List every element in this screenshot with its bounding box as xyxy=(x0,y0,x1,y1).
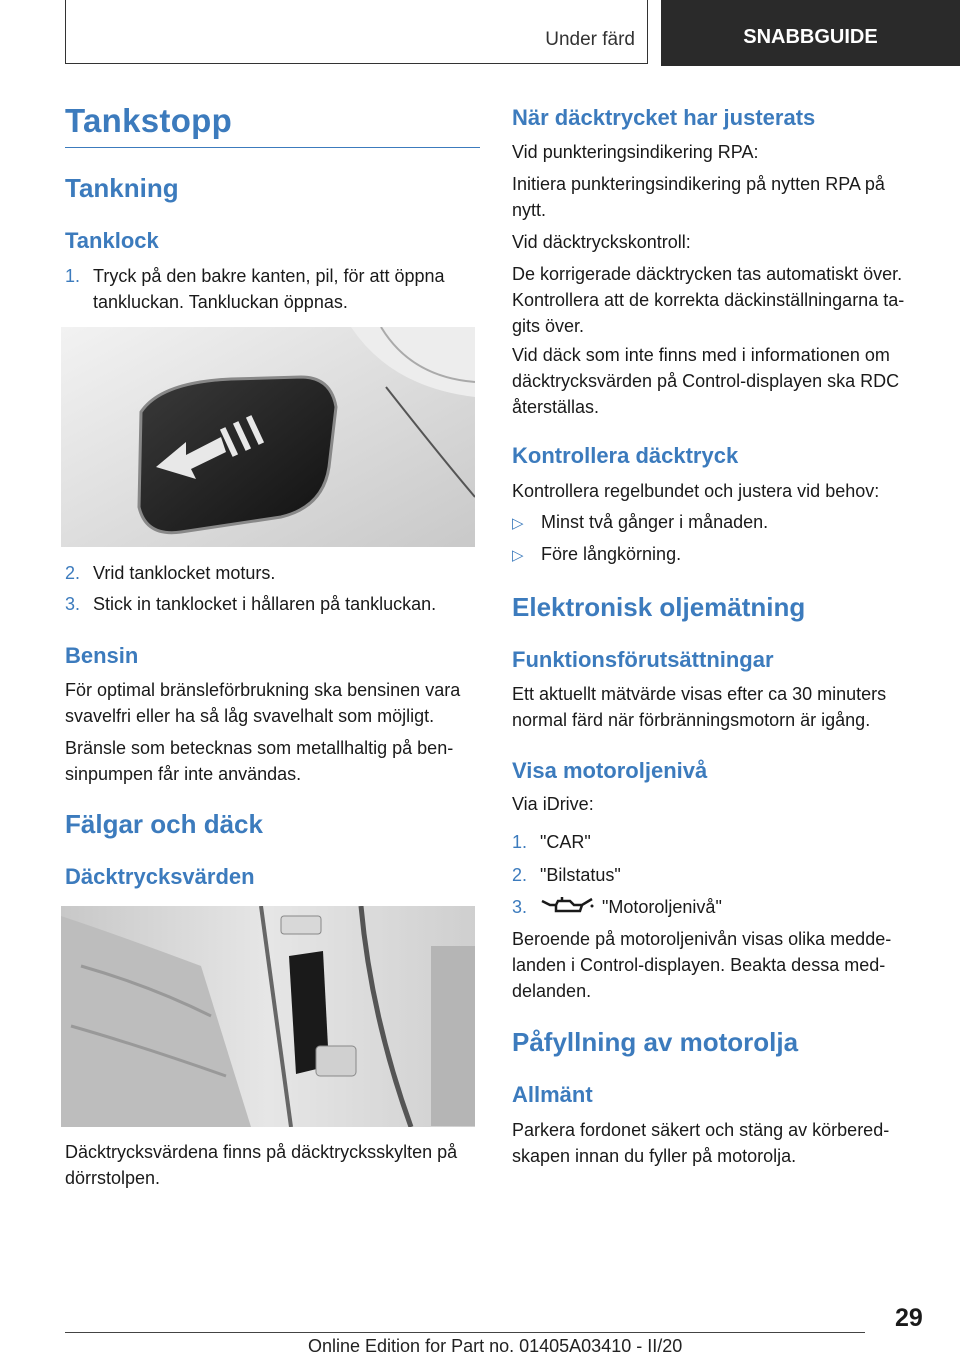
fuel-door-image xyxy=(61,327,475,547)
heading-tanklock: Tanklock xyxy=(65,228,159,253)
justerats-p2: Initiera punkteringsindikering på nytten RPA på nytt. xyxy=(512,174,885,220)
list-item xyxy=(512,541,932,569)
justerats-p1: Vid punkteringsindikering RPA: xyxy=(512,142,759,162)
heading-allmant: Allmänt xyxy=(512,1082,593,1107)
list-item xyxy=(512,829,932,855)
step-text: Vrid tanklocket moturs. xyxy=(93,563,276,583)
justerats-p5: Vid däck som inte finns med i informationen om däcktrycksvärden på Control-displayen ska RDC återställas. xyxy=(512,345,900,417)
heading-falgar: Fälgar och däck xyxy=(65,809,263,839)
dack-paragraph: Däcktrycksvärdena finns på däcktrycksskylten på dörrstolpen. xyxy=(65,1142,458,1188)
step-text: "CAR" xyxy=(540,832,591,852)
guide-tab: SNABBGUIDE xyxy=(661,0,960,66)
footer-rule xyxy=(65,1332,865,1333)
step-number: 1. xyxy=(65,266,81,286)
list-item xyxy=(65,560,485,586)
step-number: 2. xyxy=(65,563,81,583)
bullet-triangle-icon: ▷ xyxy=(512,547,524,564)
heading-dacktrycksvarden: Däcktrycksvärden xyxy=(65,864,255,889)
page-number: 29 xyxy=(895,1304,923,1332)
fuel-door-illustration xyxy=(61,327,475,547)
visa-paragraph: Via iDrive: xyxy=(512,794,594,814)
oil-can-icon xyxy=(540,895,602,922)
heading-funk: Funktionsförutsättningar xyxy=(512,647,774,672)
list-item xyxy=(512,894,932,922)
door-pillar-image xyxy=(61,906,475,1127)
step-text: "Motoroljenivå" xyxy=(602,897,722,917)
bensin-paragraph-2: Bränsle som betecknas som metallhaltig på ben‐ sinpumpen får inte användas. xyxy=(65,738,454,784)
section-label: Under färd xyxy=(545,29,635,50)
heading-bensin: Bensin xyxy=(65,643,139,668)
bensin-paragraph-1: För optimal bränsleförbrukning ska bensinen vara svavelfri eller ha så låg svavelhalt som möjligt. xyxy=(65,680,461,726)
title-rule xyxy=(65,147,480,148)
heading-justerats: När däcktrycket har justerats xyxy=(512,105,816,130)
list-item xyxy=(65,591,485,617)
step-number: 3. xyxy=(512,897,528,917)
list-item xyxy=(512,862,932,888)
heading-kontrollera: Kontrollera däcktryck xyxy=(512,443,739,468)
heading-olje: Elektronisk oljemätning xyxy=(512,592,806,622)
list-item xyxy=(512,509,932,537)
step-number: 2. xyxy=(512,865,528,885)
step-text: Stick in tanklocket i hållaren på tankluckan. xyxy=(93,594,437,614)
funk-paragraph: Ett aktuellt mätvärde visas efter ca 30 minuters normal färd när förbränningsmotorn är igång. xyxy=(512,684,887,730)
justerats-p3: Vid däcktryckskontroll: xyxy=(512,232,691,252)
bullet-text: Minst två gånger i månaden. xyxy=(541,512,769,532)
visa-paragraph-2: Beroende på motoroljenivån visas olika medde‐ landen i Control-displayen. Beakta dessa med‐ delanden. xyxy=(512,929,892,1001)
step-text: "Bilstatus" xyxy=(540,865,621,885)
allmant-paragraph: Parkera fordonet säkert och stäng av körbered‐ skapen innan du fyller på motorolja. xyxy=(512,1120,890,1166)
bullet-text: Före långkörning. xyxy=(541,544,682,564)
justerats-p4: De korrigerade däcktrycken tas automatiskt över. Kontrollera att de korrekta däckinställningarna ta‐ gits över. xyxy=(512,264,905,336)
kontrollera-paragraph: Kontrollera regelbundet och justera vid behov: xyxy=(512,481,880,501)
page-title: Tankstopp xyxy=(65,102,233,139)
heading-visa: Visa motoroljenivå xyxy=(512,758,708,783)
step-text: Tryck på den bakre kanten, pil, för att öppna tankluckan. Tankluckan öppnas. xyxy=(93,266,445,312)
heading-tankning: Tankning xyxy=(65,173,179,203)
list-item xyxy=(65,263,485,315)
door-pillar-illustration xyxy=(61,906,475,1127)
step-number: 1. xyxy=(512,832,528,852)
step-number: 3. xyxy=(65,594,81,614)
heading-pafyll: Påfyllning av motorolja xyxy=(512,1027,799,1057)
footer-edition: Online Edition for Part no. 01405A03410 - II/20 xyxy=(308,1336,683,1356)
bullet-triangle-icon: ▷ xyxy=(512,515,524,532)
